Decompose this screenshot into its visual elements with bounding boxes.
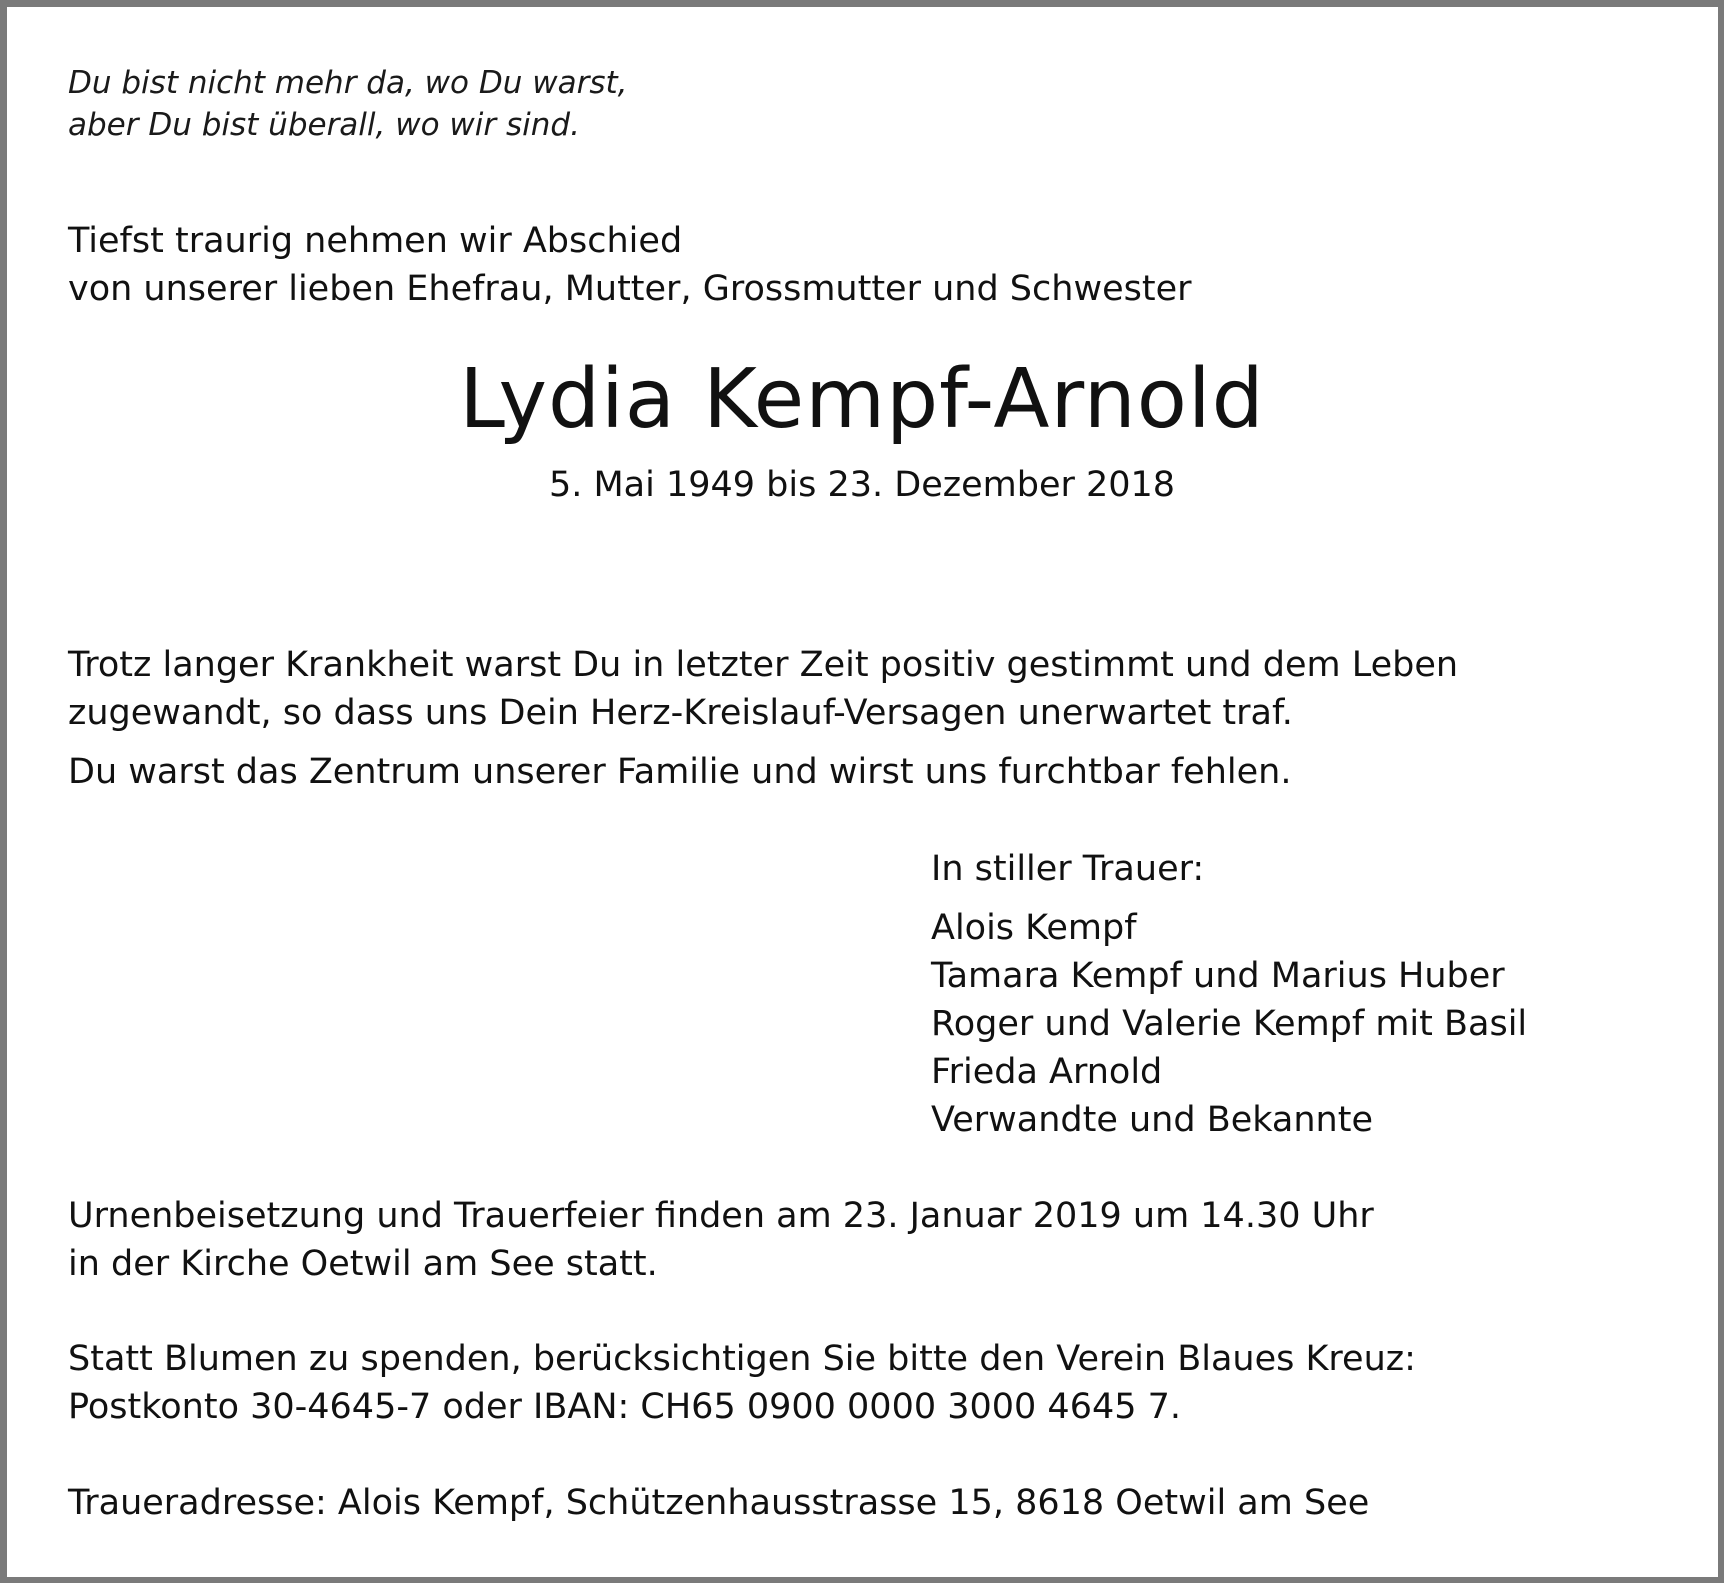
mourners-heading: In stiller Trauer: [931,849,1205,889]
mourner-name: Tamara Kempf und Marius Huber [931,956,1505,996]
message-line-2: zugewandt, so dass uns Dein Herz-Kreislauf-Versagen unerwartet traf. [68,693,1293,733]
motto-line-2: aber Du bist überall, wo wir sind. [68,107,580,143]
life-dates: 5. Mai 1949 bis 23. Dezember 2018 [548,465,1176,505]
deceased-name: Lydia Kempf-Arnold [459,352,1265,447]
mourner-name: Alois Kempf [931,908,1137,948]
donation-line-2: Postkonto 30-4645-7 oder IBAN: CH65 0900 0000 3000 4645 7. [68,1387,1182,1427]
motto-line-1: Du bist nicht mehr da, wo Du warst, [68,65,628,101]
message-line-3: Du warst das Zentrum unserer Familie und wirst uns furchtbar fehlen. [68,752,1292,792]
mourner-name: Roger und Valerie Kempf mit Basil [931,1004,1528,1044]
mourning-address: Traueradresse: Alois Kempf, Schützenhausstrasse 15, 8618 Oetwil am See [68,1483,1370,1523]
intro-line-2: von unserer lieben Ehefrau, Mutter, Grossmutter und Schwester [68,269,1192,309]
mourner-name: Verwandte und Bekannte [931,1100,1373,1140]
intro-line-1: Tiefst traurig nehmen wir Abschied [68,221,683,261]
ceremony-line-1: Urnenbeisetzung und Trauerfeier finden am 23. Januar 2019 um 14.30 Uhr [68,1196,1374,1236]
donation-line-1: Statt Blumen zu spenden, berücksichtigen Sie bitte den Verein Blaues Kreuz: [68,1339,1416,1379]
mourner-name: Frieda Arnold [931,1052,1163,1092]
ceremony-line-2: in der Kirche Oetwil am See statt. [68,1244,658,1284]
message-line-1: Trotz langer Krankheit warst Du in letzter Zeit positiv gestimmt und dem Leben [68,645,1459,685]
